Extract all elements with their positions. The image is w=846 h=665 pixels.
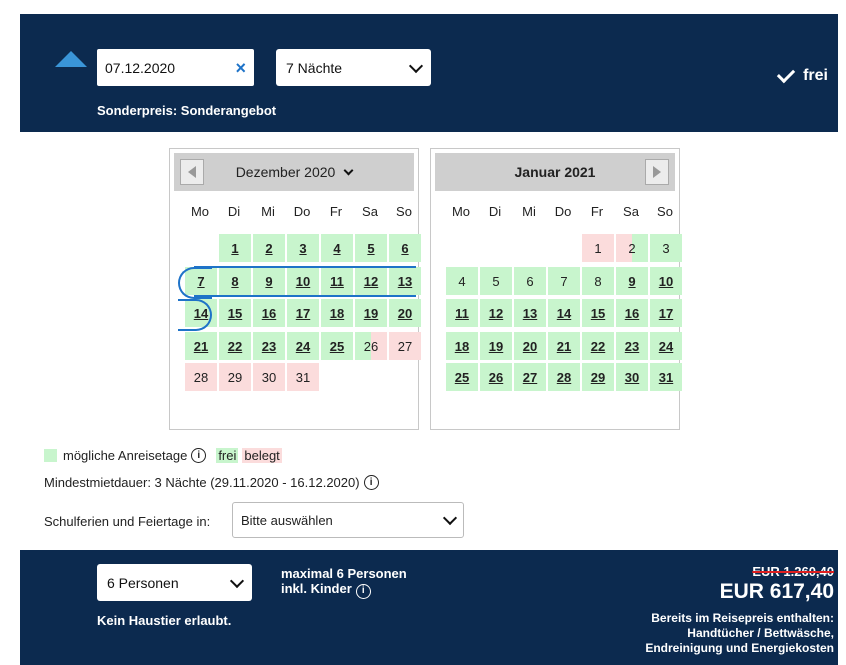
calendar-day[interactable]: 25 [321, 332, 353, 360]
info-icon[interactable]: i [364, 475, 379, 490]
calendar-day[interactable]: 29 [582, 363, 614, 391]
weekday-label: Do [293, 204, 311, 219]
included-line: Endreinigung und Energiekosten [645, 641, 834, 655]
calendar-day[interactable]: 22 [219, 332, 251, 360]
max-persons-line1: maximal 6 Personen [281, 566, 407, 581]
arrow-left-icon [188, 166, 196, 178]
calendar-day[interactable]: 9 [616, 267, 648, 295]
calendar-day[interactable]: 13 [514, 299, 546, 327]
calendar-day[interactable]: 23 [616, 332, 648, 360]
calendar-day[interactable]: 16 [253, 299, 285, 327]
calendar-day[interactable]: 10 [287, 267, 319, 295]
calendar-day[interactable]: 4 [446, 267, 478, 295]
calendar-day[interactable]: 11 [446, 299, 478, 327]
calendar-day[interactable]: 25 [446, 363, 478, 391]
selection-line [194, 295, 416, 297]
month-select[interactable] [236, 164, 353, 180]
weekday-label: So [657, 204, 673, 219]
calendar-day[interactable]: 11 [321, 267, 353, 295]
weekday-label: Mi [522, 204, 536, 219]
calendar-day[interactable]: 12 [355, 267, 387, 295]
minimum-stay [44, 475, 379, 490]
nights-select[interactable] [276, 49, 431, 86]
calendar-header [435, 153, 675, 191]
info-icon[interactable]: i [191, 448, 206, 463]
included-services [645, 611, 834, 656]
calendar-day[interactable]: 12 [480, 299, 512, 327]
calendar-day[interactable]: 27 [514, 363, 546, 391]
calendar-day[interactable]: 17 [287, 299, 319, 327]
calendar-day[interactable]: 30 [616, 363, 648, 391]
calendar-day[interactable]: 10 [650, 267, 682, 295]
arrival-date-input[interactable] [97, 49, 254, 86]
clear-icon[interactable]: × [235, 57, 246, 78]
chevron-down-icon [344, 165, 354, 175]
max-persons-line2: inkl. Kinder [281, 581, 352, 596]
next-month-button[interactable] [645, 159, 669, 185]
calendar-day: 27 [389, 332, 421, 360]
calendar-day[interactable]: 15 [219, 299, 251, 327]
legend-arrival-label: mögliche Anreisetage [63, 448, 188, 463]
included-line: Handtücher / Bettwäsche, [687, 626, 834, 640]
month-title: Dezember 2020 [235, 164, 336, 180]
holidays-label: Schulferien und Feiertage in: [44, 514, 211, 529]
calendar-day[interactable]: 7 [185, 267, 217, 295]
chevron-down-icon [230, 573, 244, 587]
pets-notice: Kein Haustier erlaubt. [97, 613, 232, 628]
month-title: Januar 2021 [514, 164, 596, 180]
weekday-label: Mo [190, 204, 210, 219]
arrival-swatch [44, 449, 57, 462]
weekday-label: Fr [329, 204, 343, 219]
weekday-label: So [396, 204, 412, 219]
max-persons-info [281, 566, 407, 599]
calendar-day[interactable]: 2 [616, 234, 648, 262]
calendar-day: 29 [219, 363, 251, 391]
calendar-day[interactable]: 21 [185, 332, 217, 360]
arrival-date-value: 07.12.2020 [105, 59, 176, 76]
chevron-down-icon [443, 511, 457, 525]
calendar-day[interactable]: 13 [389, 267, 421, 295]
special-price-label: Sonderpreis: Sonderangebot [97, 103, 277, 118]
prev-month-button[interactable] [180, 159, 204, 185]
calendar-day[interactable]: 18 [446, 332, 478, 360]
calendar-day[interactable]: 21 [548, 332, 580, 360]
current-price: EUR 617,40 [719, 580, 834, 603]
calendar-day[interactable]: 14 [548, 299, 580, 327]
weekday-label: Mo [451, 204, 471, 219]
persons-select-value: 6 Personen [107, 574, 179, 591]
calendar-december [169, 148, 419, 430]
availability-status-text: frei [803, 67, 828, 84]
calendar-day[interactable]: 9 [253, 267, 285, 295]
weekday-label: Sa [623, 204, 639, 219]
minimum-stay-text: Mindestmietdauer: 3 Nächte (29.11.2020 - 16.12.2020) [44, 475, 360, 490]
calendar-day: 1 [582, 234, 614, 262]
legend-busy-label: belegt [244, 448, 280, 463]
collapse-arrow-icon[interactable] [55, 51, 87, 67]
calendar-day[interactable]: 18 [321, 299, 353, 327]
legend-free-label: frei [218, 448, 237, 463]
calendar-day[interactable]: 5 [355, 234, 387, 262]
calendar-day[interactable]: 1 [219, 234, 251, 262]
calendar-day[interactable]: 5 [480, 267, 512, 295]
calendar-day[interactable]: 2 [253, 234, 285, 262]
calendar-day[interactable]: 8 [582, 267, 614, 295]
legend [44, 448, 282, 463]
calendar-day: 30 [253, 363, 285, 391]
calendar-header [174, 153, 414, 191]
info-icon[interactable]: i [356, 584, 371, 599]
selection-end [178, 299, 212, 331]
old-price: EUR 1.260,40 [752, 564, 834, 579]
included-line: Bereits im Reisepreis enthalten: [651, 611, 834, 625]
calendar-day[interactable]: 20 [514, 332, 546, 360]
calendar-day[interactable]: 3 [287, 234, 319, 262]
weekday-label: Sa [362, 204, 378, 219]
persons-select[interactable] [97, 564, 252, 601]
calendar-day: 28 [185, 363, 217, 391]
calendar-day[interactable]: 16 [616, 299, 648, 327]
calendar-day[interactable]: 19 [480, 332, 512, 360]
calendar-day[interactable]: 15 [582, 299, 614, 327]
max-persons-line2-wrap [281, 581, 407, 599]
calendar-day[interactable]: 22 [582, 332, 614, 360]
calendar-day[interactable]: 8 [219, 267, 251, 295]
calendar-day[interactable]: 20 [389, 299, 421, 327]
calendar-day[interactable]: 6 [389, 234, 421, 262]
weekday-label: Do [554, 204, 572, 219]
calendar-day[interactable]: 17 [650, 299, 682, 327]
availability-status [781, 67, 828, 85]
selection-line [194, 266, 416, 268]
weekday-label: Di [227, 204, 241, 219]
calendar-day[interactable]: 6 [514, 267, 546, 295]
weekday-label: Mi [261, 204, 275, 219]
chevron-down-icon [409, 58, 423, 72]
calendar-day[interactable]: 7 [548, 267, 580, 295]
calendar-day[interactable]: 28 [548, 363, 580, 391]
holidays-select[interactable] [232, 502, 464, 538]
calendar-day[interactable]: 19 [355, 299, 387, 327]
weekday-label: Di [488, 204, 502, 219]
calendar-day[interactable]: 26 [355, 332, 387, 360]
calendar-day[interactable]: 24 [650, 332, 682, 360]
calendar-day[interactable]: 3 [650, 234, 682, 262]
calendar-day: 31 [287, 363, 319, 391]
calendar-day[interactable]: 31 [650, 363, 682, 391]
calendar-day[interactable]: 26 [480, 363, 512, 391]
calendar-day[interactable]: 24 [287, 332, 319, 360]
weekday-label: Fr [590, 204, 604, 219]
nights-select-value: 7 Nächte [286, 59, 343, 76]
arrow-right-icon [653, 166, 661, 178]
holidays-select-value: Bitte auswählen [241, 512, 333, 528]
calendar-day[interactable]: 23 [253, 332, 285, 360]
calendar-day[interactable]: 14 [185, 299, 217, 327]
calendar-day[interactable]: 4 [321, 234, 353, 262]
calendar-january [430, 148, 680, 430]
